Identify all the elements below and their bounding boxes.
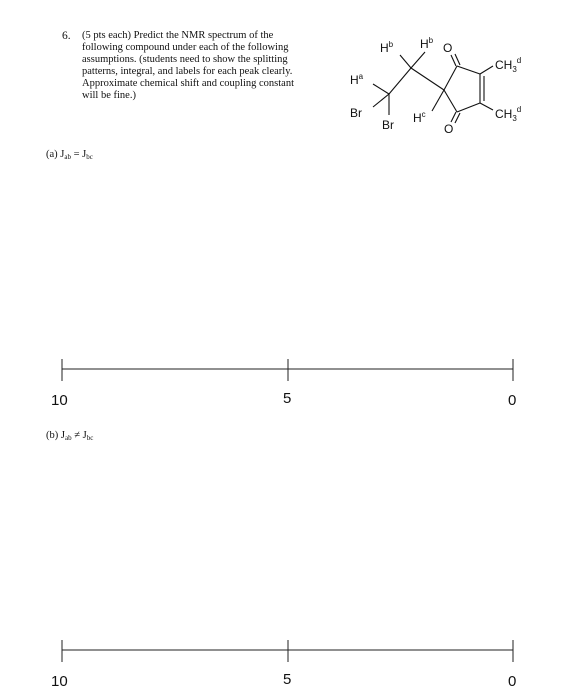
question-line: will be fine.) bbox=[82, 90, 136, 101]
br-left-label: Br bbox=[350, 106, 362, 120]
question-line: assumptions. (students need to show the splitting bbox=[82, 54, 288, 65]
axis-a-tick-10: 10 bbox=[51, 392, 68, 409]
ch3-top-label: $CH_3^d$ bbox=[495, 56, 522, 74]
ppm-axis-a bbox=[62, 359, 513, 381]
question-line: patterns, integral, and labels for each peak clearly. bbox=[82, 66, 293, 77]
hc-label: $H^c$ bbox=[413, 110, 426, 125]
oxygen-bottom-label: O bbox=[444, 122, 454, 136]
question-line: following compound under each of the following bbox=[82, 42, 289, 53]
question-number: 6. bbox=[62, 30, 71, 42]
axis-a-tick-5: 5 bbox=[283, 390, 292, 407]
br-bottom-label: Br bbox=[382, 118, 394, 132]
axis-b-tick-0: 0 bbox=[508, 673, 517, 690]
axis-b-tick-10: 10 bbox=[51, 673, 68, 690]
part-a-label: (a) Jab = Jbc bbox=[46, 149, 93, 161]
axis-b-tick-5: 5 bbox=[283, 671, 292, 688]
question-line: (5 pts each) Predict the NMR spectrum of the bbox=[82, 30, 274, 41]
question-line: Approximate chemical shift and coupling constant bbox=[82, 78, 294, 89]
hb-label-right: $H^b$ bbox=[420, 36, 434, 51]
ppm-axis-b bbox=[62, 640, 513, 662]
hb-label-left: $H^b$ bbox=[380, 40, 394, 55]
axis-a-tick-0: 0 bbox=[508, 392, 517, 409]
ha-label: $H^a$ bbox=[350, 72, 364, 87]
part-b-label: (b) Jab ≠ Jbc bbox=[46, 430, 94, 442]
oxygen-top-label: O bbox=[443, 41, 453, 55]
ch3-bottom-label: $CH_3^d$ bbox=[495, 105, 522, 123]
